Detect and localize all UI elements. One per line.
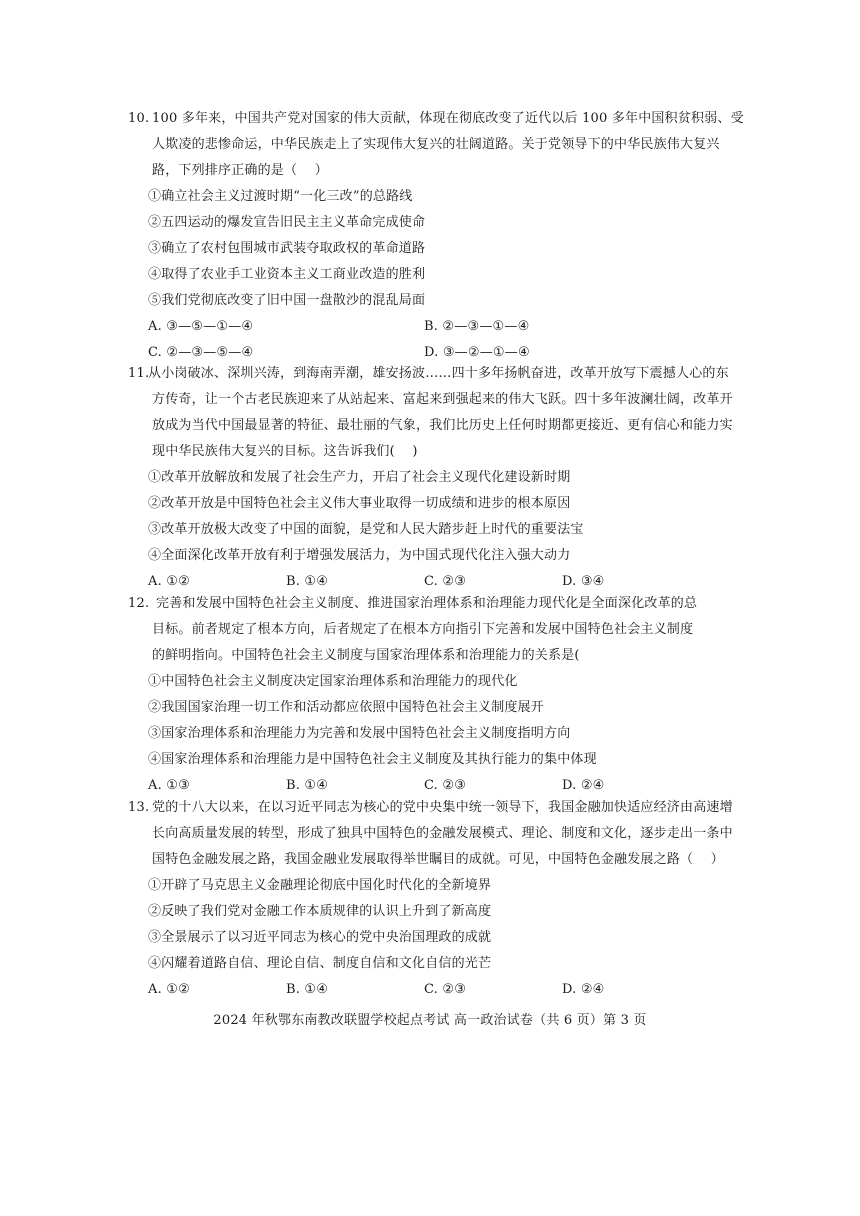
stem-line: 100 多年来，中国共产党对国家的伟大贡献，体现在彻底改变了近代以后 100 多年中国积贫积弱、受 [152,111,744,126]
question-stem [128,106,744,184]
option-d: D. ③—②—①—④ [424,345,530,360]
question-number: 12. [128,596,150,611]
stem-line: 从小岗破冰、深圳兴涛，到海南弄潮，雄安扬波……四十多年扬帆奋进，改革开放写下震撼人心的东 [148,366,729,381]
statement: ②五四运动的爆发宣告旧民主主义革命完成使命 [148,215,426,230]
question-number: 10. [128,111,150,126]
statement: ③确立了农村包围城市武装夺取政权的革命道路 [148,241,426,256]
stem-line: 党的十八大以来，在以习近平同志为核心的党中央集中统一领导下，我国金融加快适应经济由高速增 [152,800,733,815]
option-a: A. ①② [148,574,190,589]
statement: ③改革开放极大改变了中国的面貌，是党和人民大踏步赶上时代的重要法宝 [148,522,584,537]
question-stem [128,795,740,873]
statement: ④取得了农业手工业资本主义工商业改造的胜利 [148,267,426,282]
statement: ③国家治理体系和治理能力为完善和发展中国特色社会主义制度指明方向 [148,726,571,741]
statement: ③全景展示了以习近平同志为核心的党中央治国理政的成就 [148,930,492,945]
question-stem [128,591,740,669]
option-c: C. ②—③—⑤—④ [148,345,254,360]
question-11 [128,361,740,595]
question-stem [128,361,740,465]
stem-line: 方传奇，让一个古老民族迎来了从站起来、富起来到强起来的伟大飞跃。四十多年波澜壮阔，改革开 [152,392,733,407]
question-number: 13. [128,800,150,815]
option-b: B. ①④ [286,982,329,997]
question-12 [128,591,740,799]
options-row [128,977,740,1003]
question-13 [128,795,740,1003]
statement: ④国家治理体系和治理能力是中国特色社会主义制度及其执行能力的集中体现 [148,752,597,767]
stem-line: 的鲜明指向。中国特色社会主义制度与国家治理体系和治理能力的关系是( [152,648,580,663]
option-d: D. ③④ [562,574,605,589]
stem-line: 目标。前者规定了根本方向，后者规定了在根本方向指引下完善和发展中国特色社会主义制度 [152,622,694,637]
stem-line: 长向高质量发展的转型，形成了独具中国特色的金融发展模式、理论、制度和文化，逐步走出一条中 [152,826,733,841]
stem-line: 完善和发展中国特色社会主义制度、推进国家治理体系和治理能力现代化是全面深化改革的总 [156,596,698,611]
statement: ⑤我们党彻底改变了旧中国一盘散沙的混乱局面 [148,293,426,308]
option-b: B. ①④ [286,574,329,589]
question-10 [128,106,744,366]
statement: ①中国特色社会主义制度决定国家治理体系和治理能力的现代化 [148,674,518,689]
statement: ②反映了我们党对金融工作本质规律的认识上升到了新高度 [148,904,492,919]
stem-line: 路，下列排序正确的是（ ） [152,163,328,178]
statement: ①确立社会主义过渡时期“一化三改”的总路线 [148,189,413,204]
stem-line: 人欺凌的悲惨命运，中华民族走上了实现伟大复兴的壮阔道路。关于党领导下的中华民族伟大复兴 [152,137,720,152]
option-d: D. ②④ [562,982,605,997]
option-b: B. ①④ [286,778,329,793]
options-row [128,314,740,340]
statement: ②我国国家治理一切工作和活动都应依照中国特色社会主义制度展开 [148,700,545,715]
statement: ④全面深化改革开放有利于增强发展活力，为中国式现代化注入强大动力 [148,548,571,563]
option-c: C. ②③ [424,778,467,793]
option-d: D. ②④ [562,778,605,793]
question-number: 11. [128,366,150,381]
stem-line: 现中华民族伟大复兴的目标。这告诉我们( ) [152,444,418,459]
option-b: B. ②—③—①—④ [424,319,530,334]
option-c: C. ②③ [424,982,467,997]
stem-line: 国特色金融发展之路，我国金融业发展取得举世瞩目的成就。可见，中国特色金融发展之路（ ） [152,852,724,867]
statement: ②改革开放是中国特色社会主义伟大事业取得一切成绩和进步的根本原因 [148,496,571,511]
option-c: C. ②③ [424,574,467,589]
option-a: A. ③—⑤—①—④ [148,319,254,334]
stem-line: 放成为当代中国最显著的特征、最壮丽的气象，我们比历史上任何时期都更接近、更有信心和能力实 [152,418,733,433]
statement: ④闪耀着道路自信、理论自信、制度自信和文化自信的光芒 [148,956,492,971]
option-a: A. ①③ [148,778,190,793]
statement: ①改革开放解放和发展了社会生产力，开启了社会主义现代化建设新时期 [148,470,571,485]
statement: ①开辟了马克思主义金融理论彻底中国化时代化的全新境界 [148,878,492,893]
page-footer: 2024 年秋鄂东南教改联盟学校起点考试 高一政治试卷（共 6 页）第 3 页 [213,1013,647,1028]
option-a: A. ①② [148,982,190,997]
